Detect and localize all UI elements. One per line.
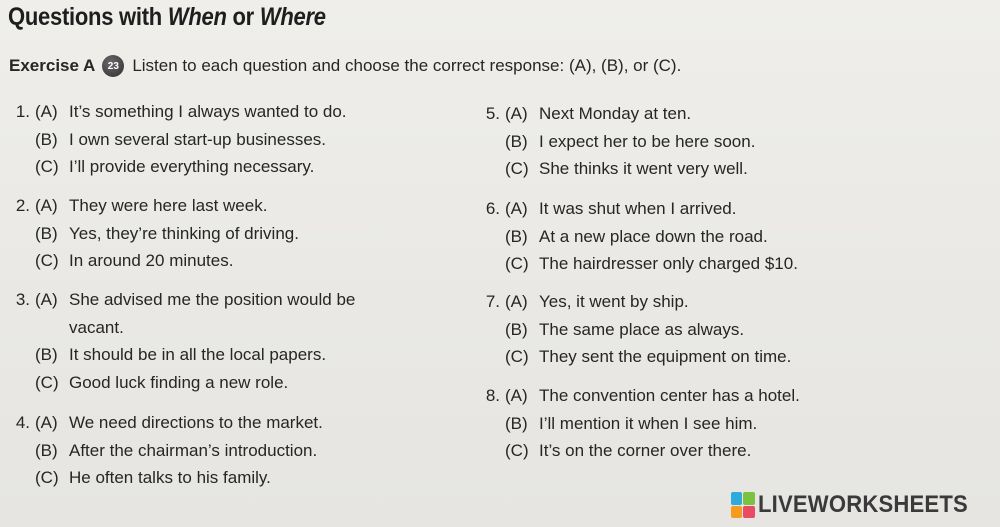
page-title [8,3,326,32]
option-label: (B) [505,226,528,246]
answer-option[interactable] [474,382,800,410]
option-label: (C) [505,254,529,273]
option-text: They sent the equipment on time. [539,347,792,366]
question-number [474,410,505,438]
option-text: The hairdresser only charged $10. [539,254,798,273]
question-number [4,314,35,342]
option-text: After the chairman’s introduction. [69,440,318,460]
answer-option[interactable] [474,316,791,344]
option-label: (A) [35,196,58,215]
option-label: (A) [35,290,58,309]
option-text: It’s on the corner over there. [539,441,752,460]
option-text: In around 20 minutes. [69,251,234,270]
option-label: (C) [505,347,529,366]
option-text: The convention center has a hotel. [539,386,800,405]
question-number [4,153,35,181]
option-text: I expect her to be here soon. [539,131,756,151]
option-label: (B) [35,345,58,364]
liveworksheets-logo [731,491,986,519]
option-text: Yes, it went by ship. [539,292,689,311]
option-label: (B) [35,129,58,149]
answer-option[interactable] [4,464,323,492]
audio-track-icon: 23 [102,55,124,77]
option-text: Next Monday at ten. [539,104,692,123]
option-label: (C) [35,157,59,176]
option-text: She thinks it went very well. [539,159,748,178]
answer-option[interactable] [4,220,299,248]
option-text: She advised me the position would be [69,290,356,309]
option-label: (A) [505,292,528,311]
answer-option[interactable] [474,195,798,223]
option-label: (C) [35,251,59,270]
question-number [474,316,505,344]
question-number: 1. [15,102,30,121]
answer-option[interactable] [474,128,755,156]
question-number [474,128,505,156]
question-6 [474,195,798,278]
logo-icon [731,492,755,518]
exercise-instruction [9,55,681,77]
option-text: He often talks to his family. [69,468,271,487]
option-text: Yes, they’re thinking of driving. [69,223,299,243]
question-number [474,437,505,465]
question-number [4,437,35,465]
option-label [35,314,69,342]
instruction-text: Listen to each question and choose the correct response: (A), (B), or (C). [132,56,682,75]
option-text: vacant. [69,317,124,337]
title-when: When [167,3,227,31]
answer-option[interactable] [474,410,800,438]
option-label: (B) [505,131,528,151]
option-text: I’ll mention it when I see him. [539,413,758,433]
answer-option[interactable] [474,100,755,128]
question-number: 7. [485,292,500,311]
question-5 [474,100,755,183]
title-part1: Questions with [8,3,168,31]
question-number: 8. [485,386,500,405]
answer-option[interactable] [474,250,798,278]
title-or: or [226,3,260,31]
question-number [4,220,35,248]
option-text: At a new place down the road. [539,226,768,246]
question-number [4,464,35,492]
option-text: I own several start-up businesses. [69,129,327,149]
answer-option[interactable] [474,155,755,183]
option-label: (A) [35,102,58,121]
answer-option[interactable] [474,343,791,371]
option-label: (C) [35,468,59,487]
question-number: 6. [485,199,500,218]
option-text: I’ll provide everything necessary. [69,157,315,176]
question-number: 4. [15,413,30,432]
question-number: 2. [15,196,30,215]
option-label: (C) [35,372,59,392]
option-label: (A) [505,104,528,123]
question-7 [474,288,791,371]
option-text: It’s something I always wanted to do. [69,102,347,121]
option-label: (C) [505,159,529,178]
question-8 [474,382,800,465]
answer-option[interactable] [4,286,355,314]
question-4 [4,409,323,492]
exercise-label: Exercise A [9,56,96,75]
question-3 [4,286,355,396]
question-number [4,369,35,397]
option-label: (C) [505,441,529,460]
question-number [4,247,35,275]
option-text: It was shut when I arrived. [539,199,737,218]
question-number [474,250,505,278]
question-1 [4,98,347,181]
answer-option[interactable] [4,369,355,397]
answer-option[interactable] [4,192,299,220]
option-text: We need directions to the market. [69,413,323,432]
question-2 [4,192,299,275]
answer-option[interactable] [4,247,299,275]
question-number [4,126,35,154]
title-where: Where [259,3,326,31]
answer-option[interactable] [4,98,347,126]
option-label: (A) [505,199,528,218]
answer-option[interactable] [474,223,798,251]
answer-option[interactable] [4,126,347,154]
answer-option[interactable] [4,437,323,465]
answer-option[interactable] [4,341,355,369]
logo-text: LIVEWORKSHEETS [757,491,968,518]
option-label: (B) [35,440,58,460]
option-text: The same place as always. [539,319,745,339]
answer-option[interactable] [4,409,323,437]
question-number: 5. [485,104,500,123]
question-number [474,155,505,183]
option-text: It should be in all the local papers. [69,345,327,364]
option-text: Good luck finding a new role. [69,372,289,392]
question-number [474,343,505,371]
question-number: 3. [15,290,30,309]
option-label: (A) [35,413,58,432]
option-label: (A) [505,386,528,405]
option-label: (B) [35,223,58,243]
answer-option[interactable] [474,288,791,316]
answer-option[interactable] [474,437,800,465]
answer-option[interactable] [4,153,347,181]
option-label: (B) [505,319,528,339]
answer-option [4,314,355,342]
option-label: (B) [505,413,528,433]
option-text: They were here last week. [69,196,268,215]
question-number [4,341,35,369]
question-number [474,223,505,251]
